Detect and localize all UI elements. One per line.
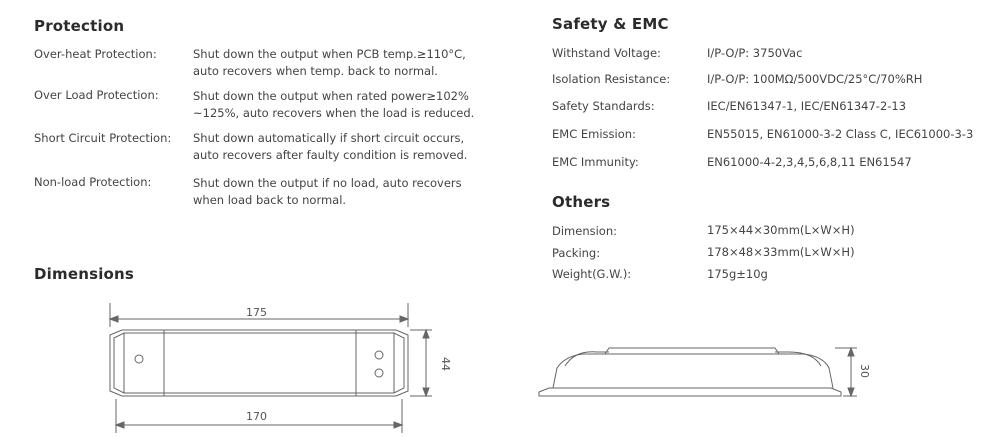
protection-label: Over Load Protection:	[34, 88, 159, 102]
protection-value-line1: Shut down the output if no load, auto recovers	[193, 176, 462, 190]
protection-heading: Protection	[34, 17, 125, 35]
safety-value: I/P-O/P: 3750Vac	[707, 46, 803, 60]
safety-heading: Safety & EMC	[552, 15, 669, 33]
height-label: 30	[858, 364, 871, 378]
others-value: 178×48×33mm(L×W×H)	[707, 245, 855, 259]
others-heading: Others	[552, 193, 611, 211]
others-label: Packing:	[552, 246, 601, 260]
protection-value-line1: Shut down the output when rated power≥102%	[193, 89, 469, 103]
protection-value-line2: auto recovers after faulty condition is removed.	[193, 148, 468, 162]
protection-label: Over-heat Protection:	[34, 47, 157, 61]
top-view-drawing	[0, 297, 460, 437]
protection-value-line2: when load back to normal.	[193, 193, 347, 207]
safety-value: EN61000-4-2,3,4,5,6,8,11 EN61547	[707, 155, 912, 169]
safety-value: IEC/EN61347-1, IEC/EN61347-2-13	[707, 99, 907, 113]
others-value: 175×44×30mm(L×W×H)	[707, 223, 855, 237]
side-view-drawing	[535, 336, 875, 406]
safety-label: EMC Emission:	[552, 127, 636, 141]
safety-label: Isolation Resistance:	[552, 72, 671, 86]
protection-label: Non-load Protection:	[34, 175, 152, 189]
top-length-label: 175	[246, 306, 267, 319]
safety-label: Withstand Voltage:	[552, 46, 661, 60]
safety-value: EN55015, EN61000-3-2 Class C, IEC61000-3-3	[707, 127, 974, 141]
dimensions-heading: Dimensions	[34, 265, 135, 283]
others-value: 175g±10g	[707, 267, 768, 281]
safety-label: EMC Immunity:	[552, 155, 639, 169]
others-label: Weight(G.W.):	[552, 267, 632, 281]
others-label: Dimension:	[552, 224, 618, 238]
safety-label: Safety Standards:	[552, 99, 655, 113]
protection-label: Short Circuit Protection:	[34, 131, 172, 145]
safety-value: I/P-O/P: 100MΩ/500VDC/25°C/70%RH	[707, 72, 923, 86]
protection-value-line2: auto recovers when temp. back to normal.	[193, 64, 438, 78]
bottom-length-label: 170	[246, 410, 267, 423]
protection-value-line1: Shut down automatically if short circuit occurs,	[193, 131, 465, 145]
width-label: 44	[439, 357, 452, 371]
protection-value-line1: Shut down the output when PCB temp.≥110°C,	[193, 47, 466, 61]
protection-value-line2: ~125%, auto recovers when the load is reduced.	[193, 106, 475, 120]
